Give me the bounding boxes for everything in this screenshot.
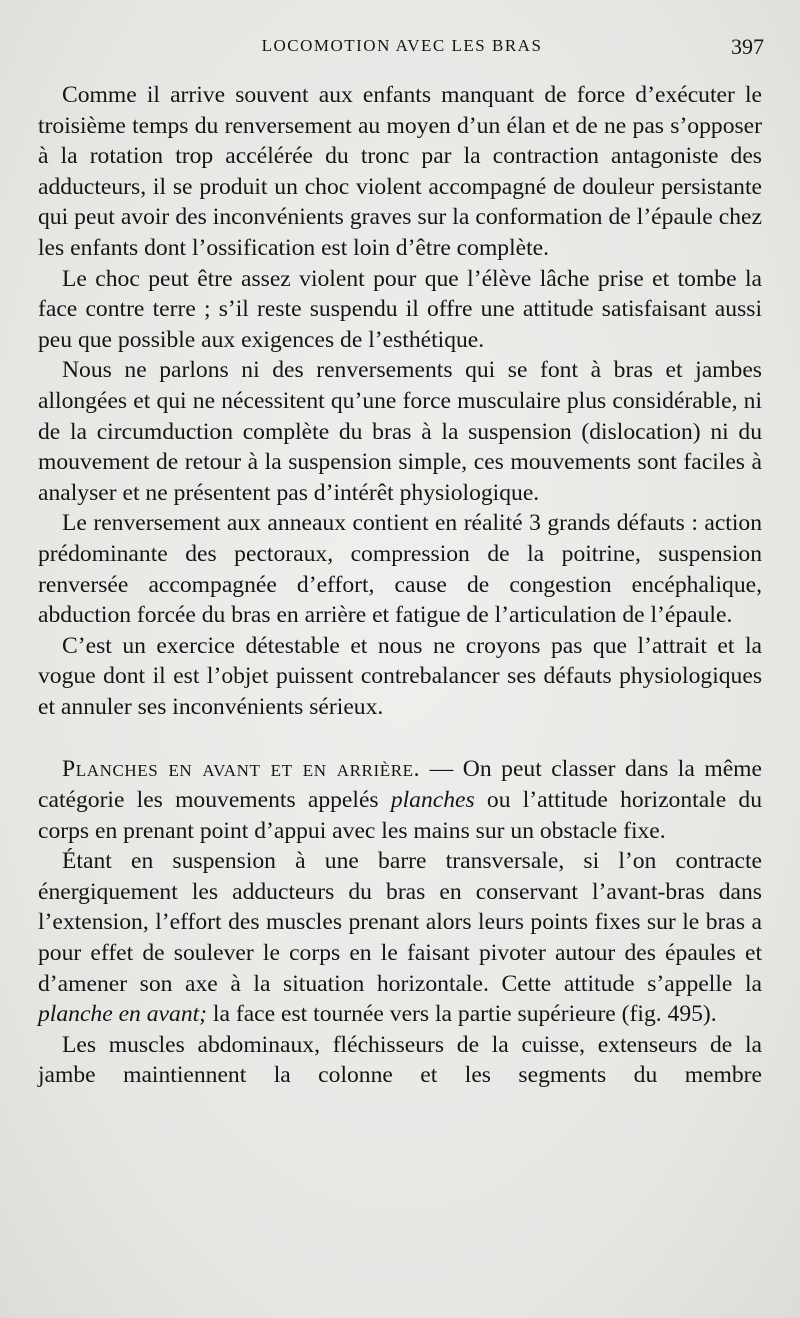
paragraph-7-text-a: Étant en suspension à une barre transversale, si l’on contracte énergiquement les adducteurs du bras en conservant l’avant-bras dans l’extension, l’effort des muscles prenant alors leurs points fixes sur le bras a pour effet de soulever le corps en le faisant pivoter autour des épaules et d’amener son axe à la situation horizontale. Cette attitude s’appelle la	[38, 848, 762, 997]
paragraph-3: Nous ne parlons ni des renversements qui se font à bras et jambes allongées et qui ne nécessitent qu’une force musculaire plus considérable, ni de la circumduction complète du bras à la suspension (dislocation) ni du mouvement de retour à la suspension simple, ces mouvements sont faciles à analyser et ne présentent pas d’intérêt physiologique.	[38, 357, 762, 506]
paragraph-6-text-a: — On peut classer dans la même catégorie les mouvements appelés	[38, 756, 762, 814]
running-head: LOCOMOTION AVEC LES BRAS	[261, 36, 543, 55]
paragraph-6-italic: planches	[390, 787, 475, 814]
paragraph-7	[38, 846, 762, 1030]
paragraph-2: Le choc peut être assez violent pour que l’élève lâche prise et tombe la face contre terre ; s’il reste suspendu il offre une attitude satisfaisant aussi peu que possible aux exigences de l’esthétique.	[38, 265, 762, 353]
paragraph-1: Comme il arrive souvent aux enfants manquant de force d’exécuter le troisième temps du renversement au moyen d’un élan et de ne pas s’opposer à la rotation trop accélérée du tronc par la contraction antagoniste des adducteurs, il se produit un choc violent accompagné de douleur persistante qui peut avoir des inconvénients graves sur la conformation de l’épaule chez les enfants dont l’ossification est loin d’être complète.	[38, 82, 762, 261]
paragraph-8: Les muscles abdominaux, fléchisseurs de la cuisse, extenseurs de la jambe maintiennent la colonne et les segments du membre	[38, 1031, 762, 1089]
paragraph-7-text-b: la face est tournée vers la partie supérieure (fig. 495).	[207, 1001, 717, 1028]
section-heading: Planches en avant et en arrière.	[62, 756, 421, 783]
paragraph-6-text-b: ou l’attitude horizontale du corps en prenant point d’appui avec les mains sur un obstacle fixe.	[38, 787, 762, 844]
page-header	[40, 30, 764, 66]
paragraph-6	[38, 754, 762, 846]
paragraph-5: C’est un exercice détestable et nous ne croyons pas que l’attrait et la vogue dont il est l’objet puissent contrebalancer ses défauts physiologiques et annuler ses inconvénients sérieux.	[38, 632, 762, 720]
body-text	[38, 80, 762, 1091]
paragraph-4: Le renversement aux anneaux contient en réalité 3 grands défauts : action prédominante des pectoraux, compression de la poitrine, suspension renversée accompagnée d’effort, cause de congestion encéphalique, abduction forcée du bras en arrière et fatigue de l’articulation de l’épaule.	[38, 510, 762, 629]
page-number: 397	[731, 34, 764, 59]
paragraph-7-italic: planche en avant;	[38, 1001, 208, 1028]
